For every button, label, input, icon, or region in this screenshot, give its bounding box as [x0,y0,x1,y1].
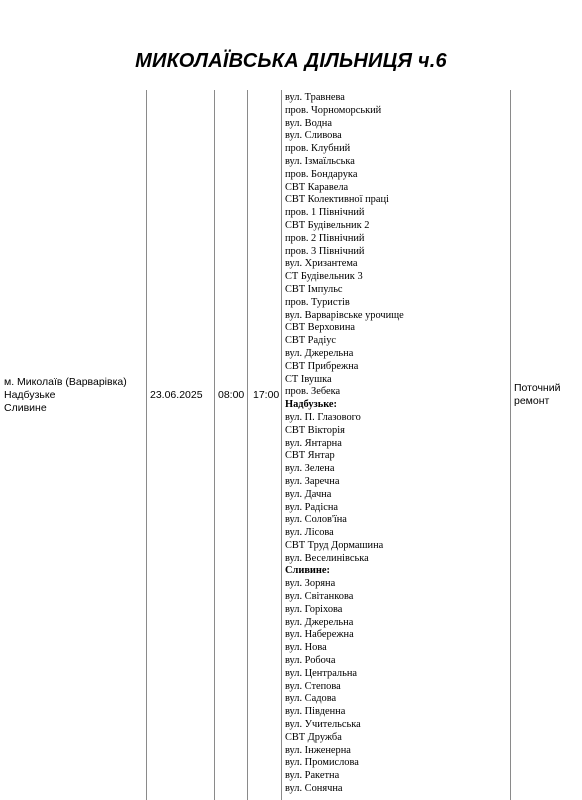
street-item: вул. Радісна [285,501,339,513]
street-item: вул. Зелена [285,463,335,475]
locality-line: м. Миколаїв (Варварівка) [4,376,127,388]
street-item: СВТ Колективної праці [285,194,389,206]
street-item: вул. Садова [285,693,337,705]
street-item: пров. 2 Північний [285,232,365,244]
time-to-cell: 17:00 [253,389,280,401]
time-from-cell: 08:00 [218,389,245,401]
street-item: вул. Центральна [285,667,358,679]
street-item: вул. Сливова [285,130,342,142]
locality-line: Надбузьке [4,389,56,401]
street-item: вул. Горіхова [285,603,343,615]
street-item: вул. Зоряна [285,578,336,590]
street-item: пров. Клубний [285,143,351,155]
locality-cell [4,376,144,415]
page-title: МИКОЛАЇВСЬКА ДІЛЬНИЦЯ ч.6 [135,50,447,72]
street-item: пров. 3 Північний [285,245,365,257]
street-item: вул. Ракетна [285,770,340,782]
street-item: вул. Заречна [285,475,340,487]
street-item: вул. П. Глазового [285,411,361,423]
street-item: вул. Степова [285,680,341,692]
street-item: СВТ Вікторія [285,424,345,436]
work-type-cell [514,382,580,408]
street-item: вул. Учительська [285,719,361,731]
street-item: вул. Веселинівська [285,552,369,564]
street-item: вул. Джерельна [285,616,354,628]
street-item: вул. Південна [285,706,346,718]
street-item: вул. Варварівське урочище [285,309,404,321]
street-group-header: Надбузьке: [285,399,337,411]
street-item: вул. Янтарна [285,437,342,449]
column-divider [281,90,282,800]
streets-list [285,92,510,796]
work-type-line: ремонт [514,395,550,407]
street-item: пров. Чорноморський [285,104,382,116]
street-item: вул. Травнева [285,92,345,103]
outage-table [0,90,582,800]
street-group-header: Сливине: [285,565,330,577]
street-item: СВТ Янтар [285,450,335,462]
street-item: вул. Солов'їна [285,514,347,526]
street-item: пров. Зебека [285,386,341,398]
street-item: вул. Лісова [285,527,334,539]
work-type-line: Поточний [514,382,561,394]
street-item: СВТ Прибрежна [285,360,359,372]
locality-line: Сливине [4,402,47,414]
date-cell: 23.06.2025 [150,389,203,401]
street-item: вул. Інженерна [285,744,351,756]
street-item: СТ Будівельник 3 [285,271,363,283]
street-item: вул. Нова [285,642,327,654]
street-item: СВТ Дружба [285,731,342,743]
street-item: вул. Дачна [285,488,332,500]
street-item: СВТ Будівельник 2 [285,219,370,231]
street-item: вул. Робоча [285,655,336,667]
street-item: СВТ Радіус [285,335,337,347]
street-item: СВТ Каравела [285,181,349,193]
column-divider [214,90,215,800]
street-item: вул. Водна [285,117,332,129]
street-item: вул. Джерельна [285,347,354,359]
street-item: вул. Ізмаїльська [285,155,355,167]
column-divider [146,90,147,800]
column-divider [510,90,511,800]
street-item: пров. 1 Північний [285,207,365,219]
street-item: пров. Туристів [285,296,350,308]
street-item: СТ Івушка [285,373,332,385]
street-item: вул. Набережна [285,629,354,641]
street-item: СВТ Верховина [285,322,356,334]
street-item: вул. Хризантема [285,258,358,270]
street-item: пров. Бондарука [285,168,358,180]
street-item: вул. Промислова [285,757,359,769]
column-divider [247,90,248,800]
street-item: вул. Сонячна [285,783,343,795]
street-item: СВТ Труд Дормашина [285,539,384,551]
street-item: вул. Світанкова [285,591,354,603]
street-item: СВТ Імпульс [285,283,343,295]
